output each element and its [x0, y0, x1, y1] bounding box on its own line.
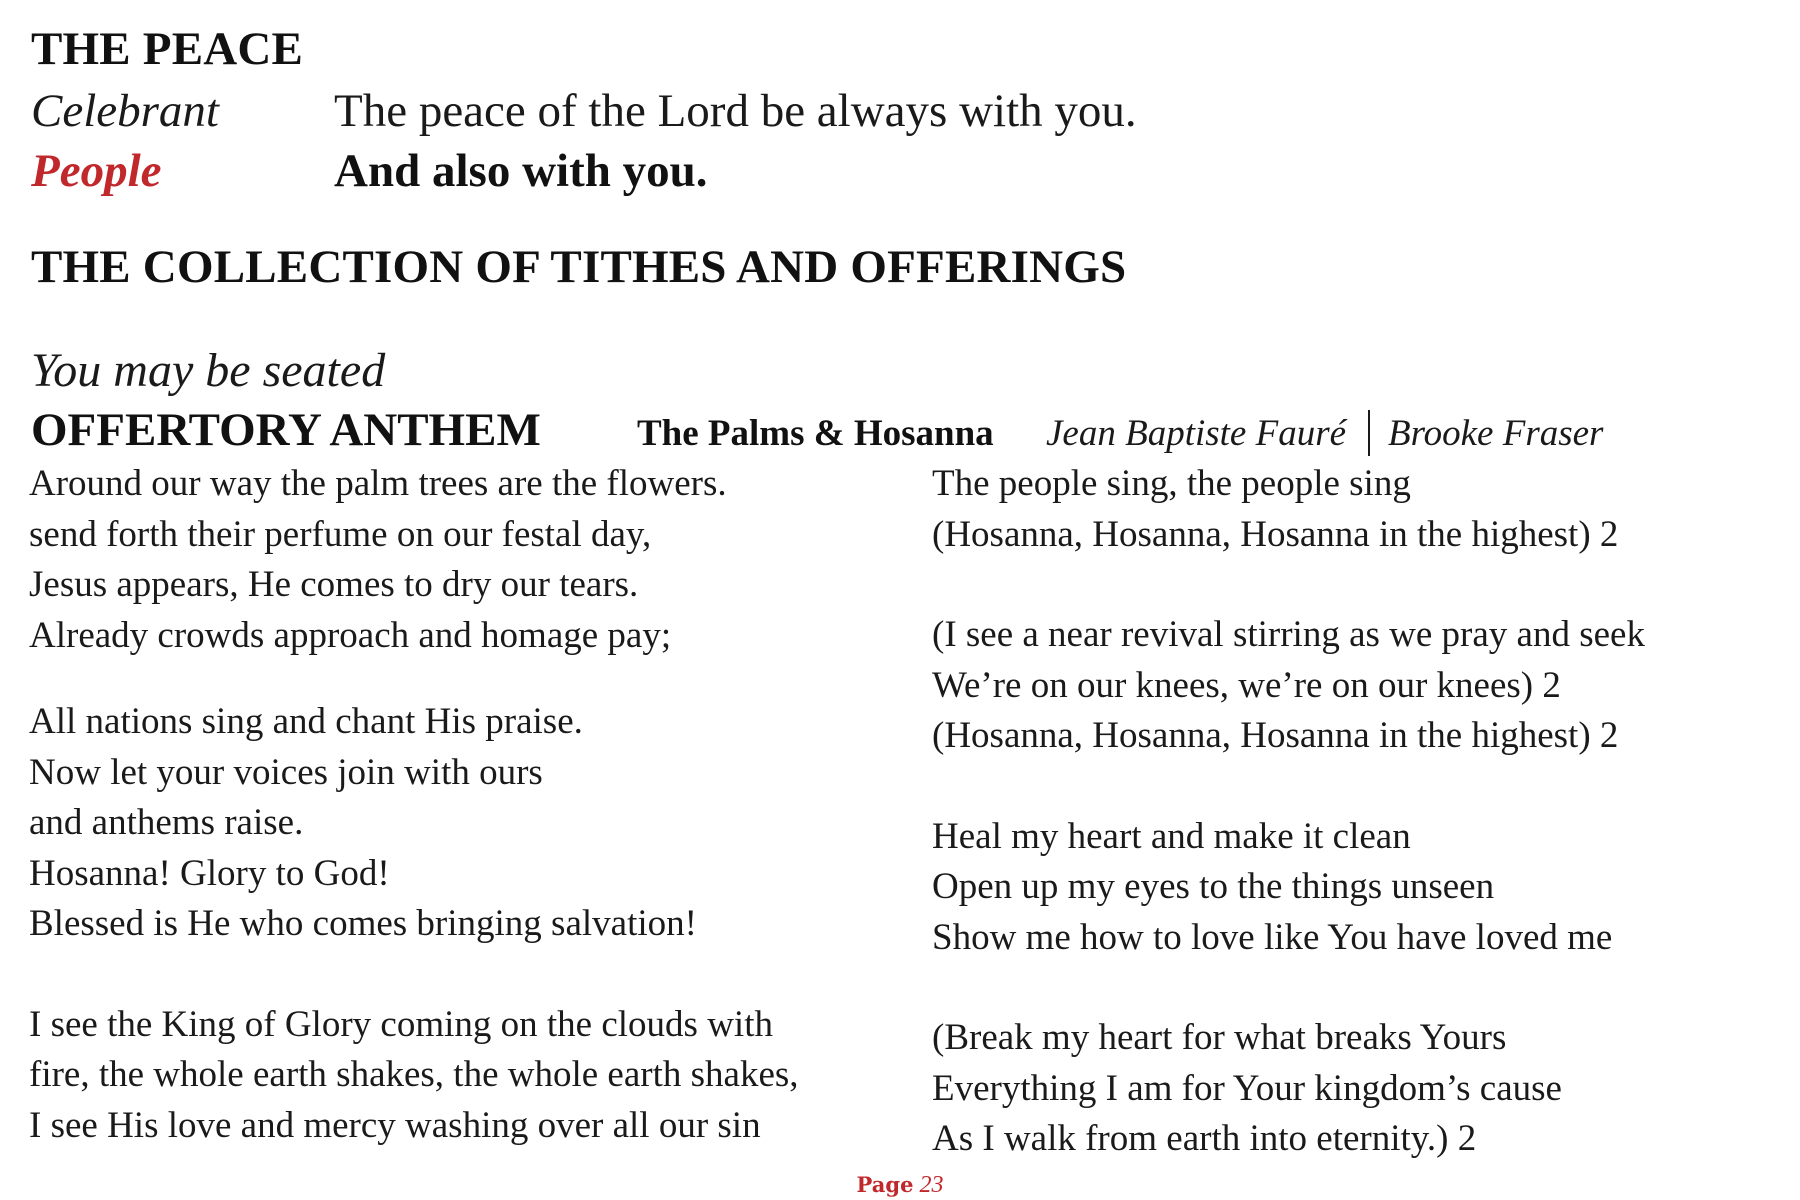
lyric-line: All nations sing and chant His praise. [29, 701, 583, 742]
lyric-line: Open up my eyes to the things unseen [932, 866, 1495, 907]
lyric-line: Jesus appears, He comes to dry our tears. [29, 564, 639, 605]
lyric-line: Around our way the palm trees are the flowers. [29, 463, 727, 504]
lyric-line: I see His love and mercy washing over all our sin [29, 1104, 761, 1146]
celebrant-label: Celebrant [31, 85, 219, 137]
lyric-line: Show me how to love like You have loved me [932, 916, 1613, 958]
lyric-line: Everything I am for Your kingdom’s cause [932, 1067, 1562, 1109]
seating-instruction: You may be seated [31, 344, 386, 397]
lyric-line: (Hosanna, Hosanna, Hosanna in the highest) 2 [932, 513, 1619, 555]
celebrant-line: The peace of the Lord be always with you. [334, 85, 1137, 137]
lyric-line: Already crowds approach and homage pay; [29, 614, 672, 656]
composer-faure: Jean Baptiste Fauré [1046, 413, 1347, 454]
lyric-line: and anthems raise. [29, 802, 304, 843]
page-number: 23 [919, 1172, 944, 1198]
people-label: People [31, 145, 162, 197]
section-heading-peace: THE PEACE [31, 23, 304, 75]
composer-fraser: Brooke Fraser [1388, 413, 1604, 454]
page-label: Page [856, 1172, 914, 1197]
lyrics-right-column [932, 459, 1645, 1165]
lyrics-left-column [29, 459, 799, 1151]
lyric-line: Heal my heart and make it clean [932, 815, 1411, 857]
lyric-line: The people sing, the people sing [932, 463, 1411, 504]
lyric-line: We’re on our knees, we’re on our knees) 2 [932, 664, 1561, 706]
section-heading-collection: THE COLLECTION OF TITHES AND OFFERINGS [31, 241, 1127, 293]
lyric-line: I see the King of Glory coming on the clouds with [29, 1003, 773, 1045]
lyric-line: Hosanna! Glory to God! [29, 852, 390, 894]
lyric-line: Now let your voices join with ours [29, 751, 543, 793]
lyric-line: send forth their perfume on our festal day, [29, 513, 652, 555]
composer-divider [1368, 410, 1370, 456]
lyric-line: As I walk from earth into eternity.) 2 [932, 1118, 1477, 1159]
lyric-line: fire, the whole earth shakes, the whole earth shakes, [29, 1054, 799, 1095]
anthem-piece-title: The Palms & Hosanna [637, 413, 994, 454]
people-line: And also with you. [334, 145, 708, 197]
section-heading-anthem: OFFERTORY ANTHEM [31, 404, 541, 456]
page-footer [0, 1172, 1800, 1199]
lyric-line: (Hosanna, Hosanna, Hosanna in the highest) 2 [932, 715, 1619, 756]
lyric-line: Blessed is He who comes bringing salvation! [29, 903, 697, 944]
lyric-line: (Break my heart for what breaks Yours [932, 1017, 1507, 1058]
lyric-line: (I see a near revival stirring as we pray and seek [932, 614, 1645, 655]
